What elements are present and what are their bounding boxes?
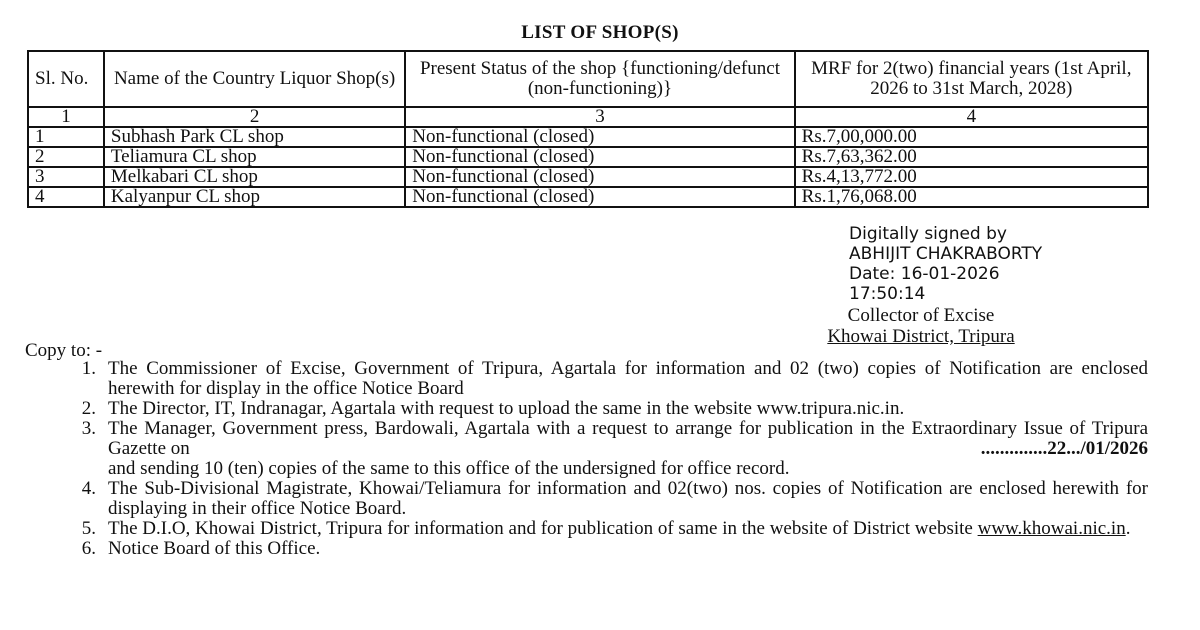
item-number: 4.: [81, 478, 96, 499]
table-row: [28, 167, 1148, 187]
signature-time: 17:50:14: [849, 284, 926, 304]
column-index: 4: [795, 107, 1148, 127]
item-text: .: [1125, 518, 1131, 539]
column-index: 1: [28, 107, 104, 127]
cell-name: Subhash Park CL shop: [104, 127, 405, 147]
cell-sl: 4: [28, 187, 104, 207]
copy-to-list: [56, 359, 1148, 559]
officer-office: Khowai District, Tripura: [827, 326, 1015, 347]
district-website-link[interactable]: www.khowai.nic.in: [977, 518, 1126, 539]
signature-line: Digitally signed by: [849, 224, 1007, 244]
cell-status: Non-functional (closed): [405, 167, 794, 187]
cell-sl: 2: [28, 147, 104, 167]
list-item: [56, 479, 1148, 519]
list-item: [56, 419, 1148, 479]
officer-designation: Collector of Excise: [847, 305, 995, 326]
cell-name: Melkabari CL shop: [104, 167, 405, 187]
cell-status: Non-functional (closed): [405, 147, 794, 167]
header-sl-no: Sl. No.: [28, 51, 104, 107]
cell-mrf: Rs.7,00,000.00: [795, 127, 1148, 147]
gazette-date: ..............22.../01/2026: [980, 438, 1148, 459]
digital-signature-block: [849, 224, 1042, 304]
header-shop-name: Name of the Country Liquor Shop(s): [104, 51, 405, 107]
cell-sl: 1: [28, 127, 104, 147]
header-mrf: MRF for 2(two) financial years (1st April, 2026 to 31st March, 2028): [795, 51, 1148, 107]
table-row: [28, 187, 1148, 207]
item-text: The Director, IT, Indranagar, Agartala with request to upload the same in the website www.tripura.nic.in.: [108, 398, 905, 419]
cell-status: Non-functional (closed): [405, 187, 794, 207]
signer-name: ABHIJIT CHAKRABORTY: [849, 244, 1043, 264]
cell-name: Teliamura CL shop: [104, 147, 405, 167]
header-status: Present Status of the shop {functioning/defunct (non-functioning)}: [405, 51, 794, 107]
officer-block: [790, 305, 1052, 347]
item-number: 2.: [81, 398, 96, 419]
item-number: 6.: [81, 538, 96, 559]
item-text: The Commissioner of Excise, Government of Tripura, Agartala for information and 02 (two) copies of Notification are enclosed herewith for display in the office Notice Board: [108, 358, 1148, 399]
cell-mrf: Rs.4,13,772.00: [795, 167, 1148, 187]
column-index: 2: [104, 107, 405, 127]
item-text: The Sub-Divisional Magistrate, Khowai/Teliamura for information and 02(two) nos. copies of Notification are enclosed herewith for displaying in their office Notice Board.: [108, 478, 1148, 519]
document-title: LIST OF SHOP(S): [521, 22, 679, 43]
list-item: [56, 359, 1148, 399]
cell-sl: 3: [28, 167, 104, 187]
list-item: [56, 519, 1148, 539]
item-number: 1.: [81, 358, 96, 379]
cell-mrf: Rs.7,63,362.00: [795, 147, 1148, 167]
item-text: The Manager, Government press, Bardowali, Agartala with a request to arrange for publication in the Extraordinary Issue of Tripura Gazette on: [108, 418, 1148, 459]
table-row: [28, 127, 1148, 147]
table-header-row: [28, 51, 1148, 107]
copy-to-label: Copy to: -: [25, 340, 103, 361]
list-item: [56, 539, 1148, 559]
item-text: The D.I.O, Khowai District, Tripura for information and for publication of same in the website of District website: [108, 518, 973, 539]
item-text: and sending 10 (ten) copies of the same to this office of the undersigned for office record.: [108, 458, 790, 479]
cell-name: Kalyanpur CL shop: [104, 187, 405, 207]
item-number: 5.: [81, 518, 96, 539]
cell-status: Non-functional (closed): [405, 127, 794, 147]
item-text: Notice Board of this Office.: [108, 538, 321, 559]
shops-table: [27, 50, 1149, 208]
cell-mrf: Rs.1,76,068.00: [795, 187, 1148, 207]
signature-date: Date: 16-01-2026: [849, 264, 1000, 284]
table-row: [28, 147, 1148, 167]
column-index-row: [28, 107, 1148, 127]
column-index: 3: [405, 107, 794, 127]
item-number: 3.: [81, 418, 96, 439]
list-item: [56, 399, 1148, 419]
